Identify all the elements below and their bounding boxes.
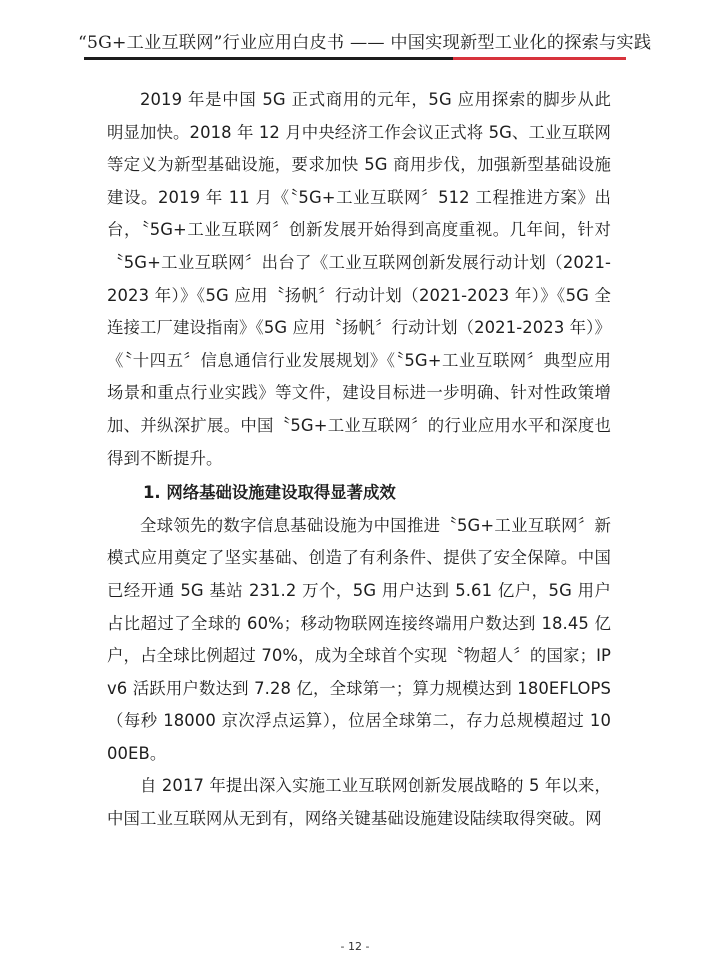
section-heading-1: 1. 网络基础设施建设取得显著成效	[143, 483, 396, 503]
header-title: “5G+工业互联网”行业应用白皮书 —— 中国实现新型工业化的探索与实践	[78, 33, 652, 53]
body-paragraph-3: 自 2017 年提出深入实施工业互联网创新发展战略的 5 年以来，中国工业互联网从无到有，网络关键基础设施建设陆续取得突破。网	[107, 776, 611, 829]
page-header	[0, 0, 710, 62]
header-rule-dark	[84, 57, 453, 60]
body-paragraph-1: 2019 年是中国 5G 正式商用的元年，5G 应用探索的脚步从此明显加快。2018 年 12 月中央经济工作会议正式将 5G、工业互联网等定义为新型基础设施，要求加快 5G 商用步伐，加强新型基础设施建设。2019 年 11 月《〝5G+工业互联网〞512 工程推进方案》出台，〝5G+工业互联网〞创新发展开始得到高度重视。几年间，针对〝5G+工业互联网〞出台了《工业互联网创新发展行动计划（2021-2023 年）》《5G 应用〝扬帆〞行动计划（2021-2023 年）》《5G 全连接工厂建设指南》《5G 应用〝扬帆〞行动计划（2021-2023 年）》《〝十四五〞信息通信行业发展规划》《〝5G+工业互联网〞典型应用场景和重点行业实践》等文件，建设目标进一步明确、针对性政策增加、并纵深扩展。中国〝5G+工业互联网〞的行业应用水平和深度也得到不断提升。	[107, 90, 611, 468]
page-body	[107, 84, 611, 836]
page-number: - 12 -	[340, 940, 370, 953]
body-paragraph-2: 全球领先的数字信息基础设施为中国推进〝5G+工业互联网〞新模式应用奠定了坚实基础、创造了有利条件、提供了安全保障。中国已经开通 5G 基站 231.2 万个，5G 用户达到 5.61 亿户，5G 用户占比超过了全球的 60%；移动物联网连接终端用户数达到 18.45 亿户，占全球比例超过 70%，成为全球首个实现〝物超人〞的国家；IPv6 活跃用户数达到 7.28 亿，全球第一；算力规模达到 180EFLOPS（每秒 18000 京次浮点运算），位居全球第二，存力总规模超过 1000EB。	[107, 515, 611, 763]
header-rule-red	[453, 57, 626, 60]
